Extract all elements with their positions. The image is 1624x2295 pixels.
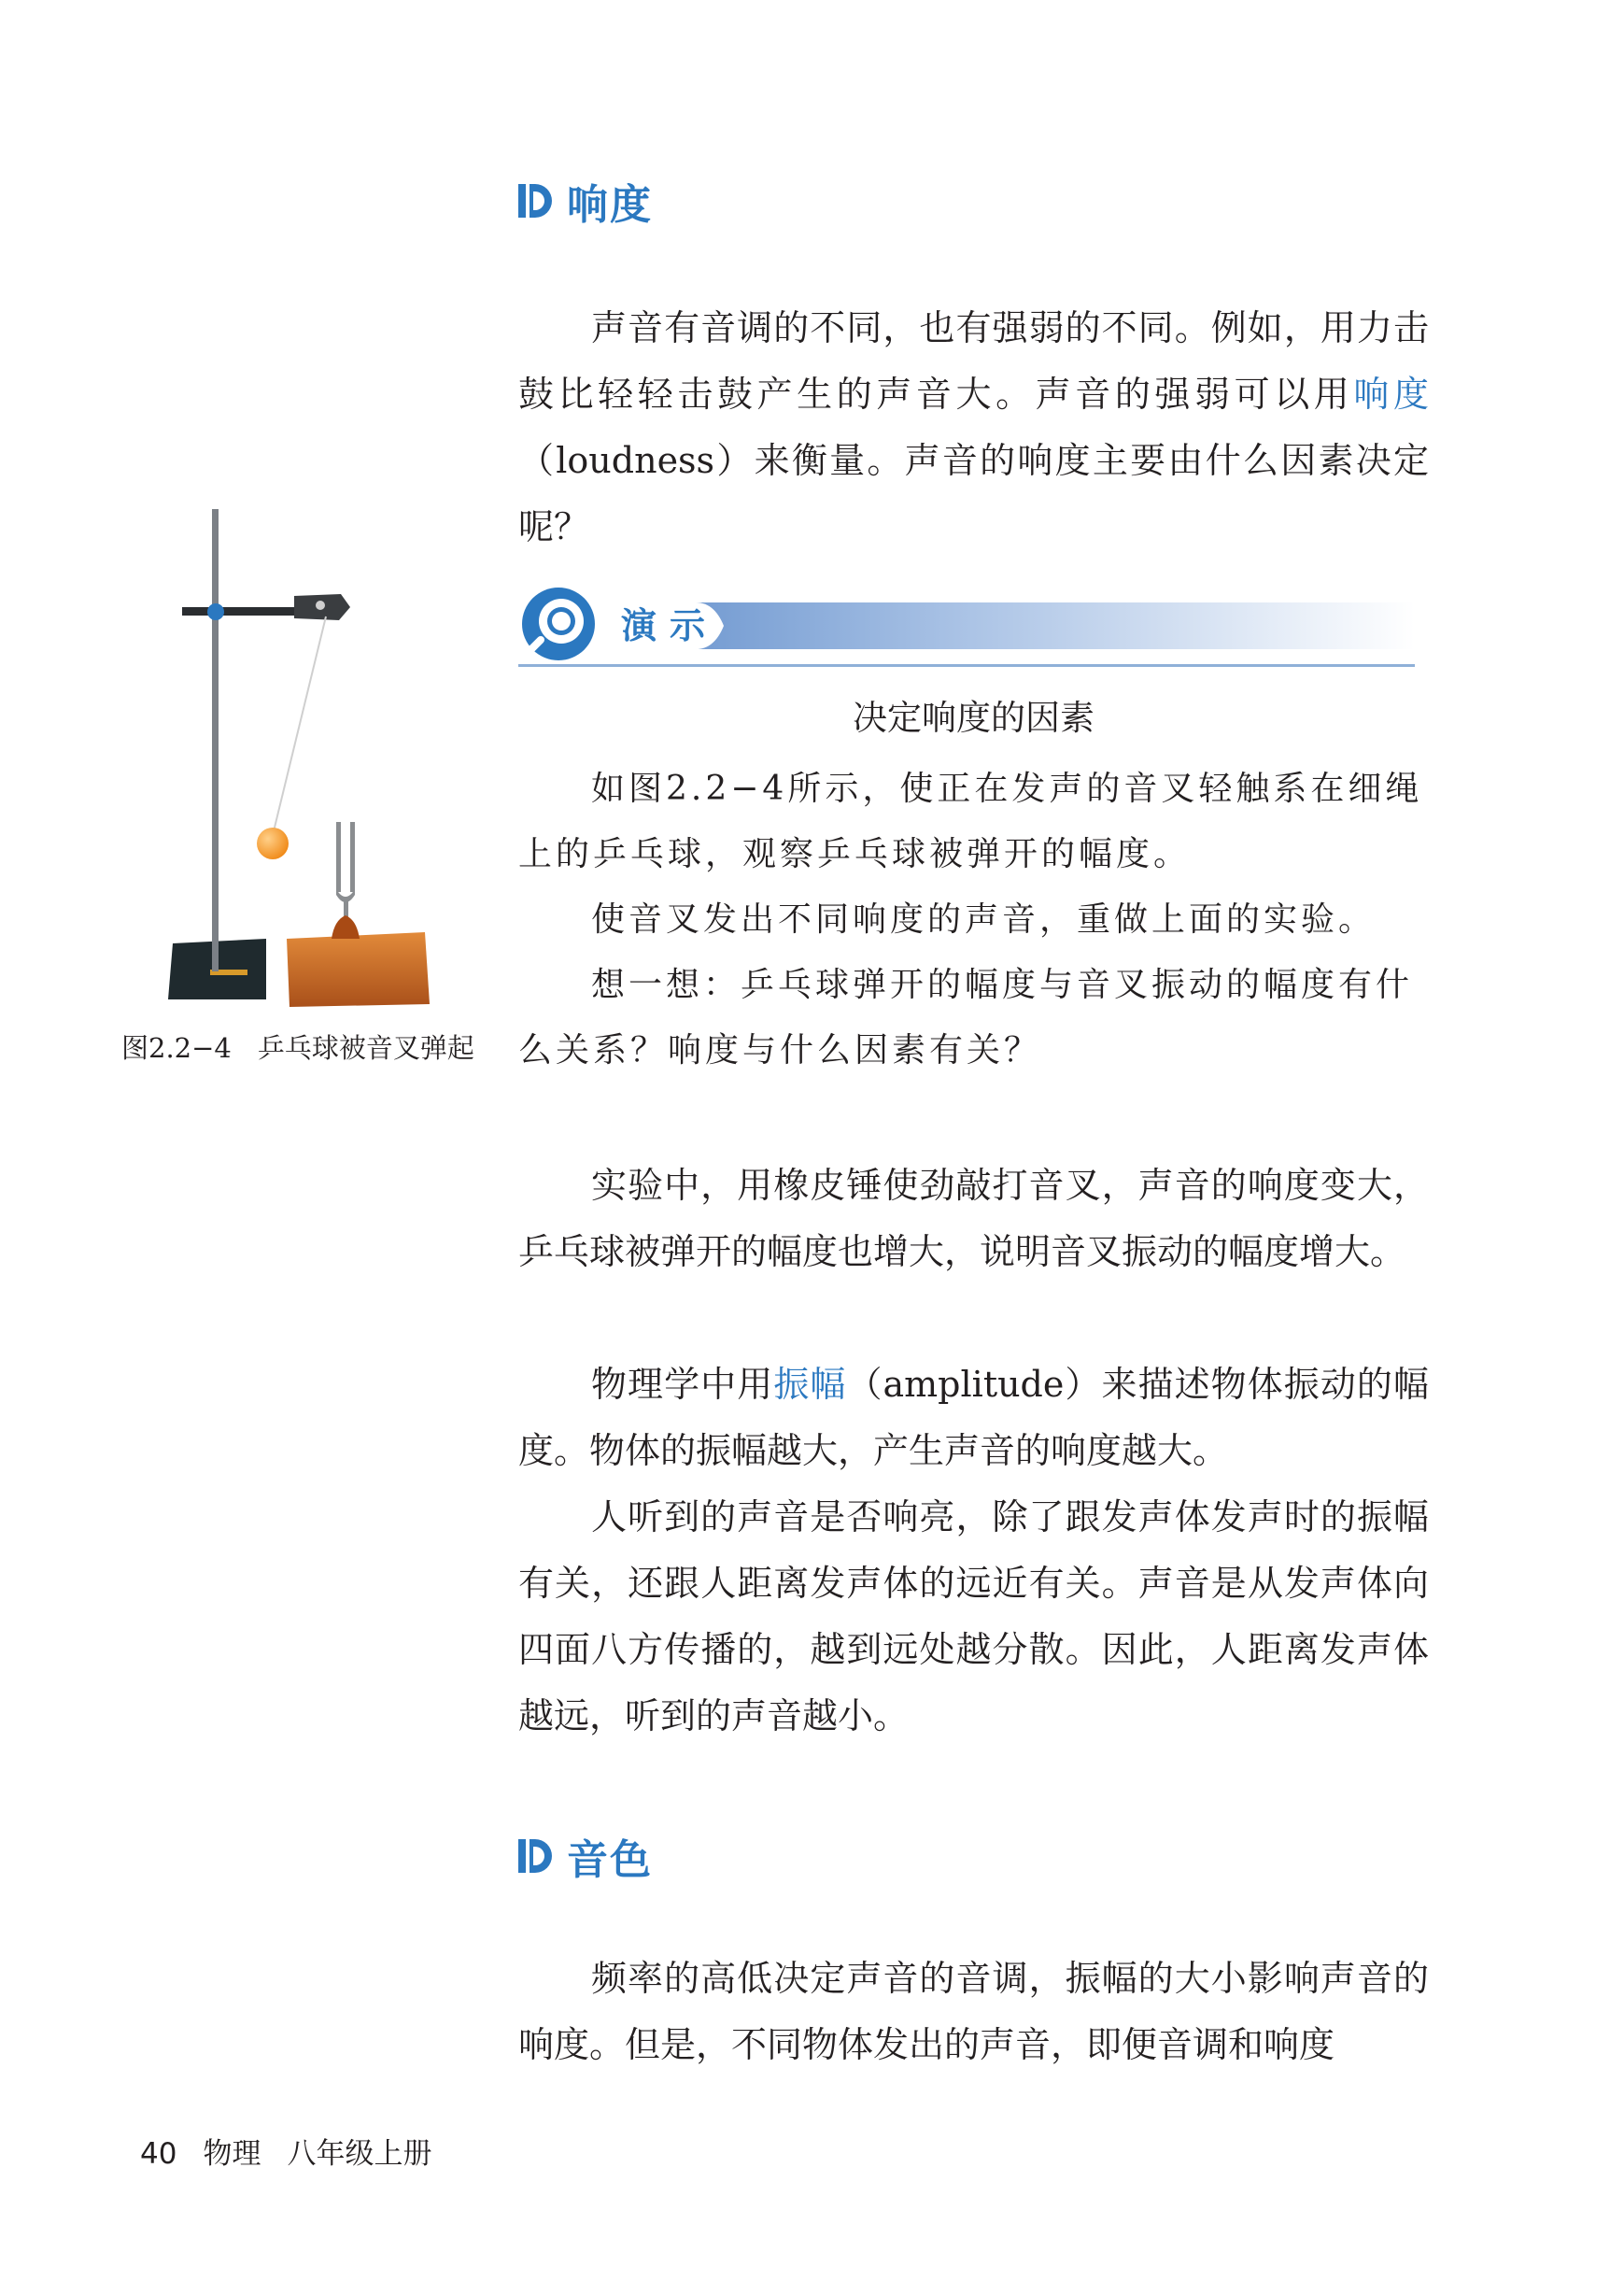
body-paragraph-1: 实验中，用橡皮锤使劲敲打音叉，声音的响度变大，乒乓球被弹开的幅度也增大，说明音叉振动的幅度增大。 — [518, 1165, 1429, 1272]
body-paragraph-2-text-a: 物理学中用 — [591, 1364, 774, 1405]
figure-caption — [121, 1027, 474, 1066]
magnifier-icon — [518, 584, 599, 668]
section-heading-loudness — [518, 173, 653, 229]
timbre-paragraph-1: 频率的高低决定声音的音调，振幅的大小影响声音的响度。但是，不同物体发出的声音，即便音调和响度 — [518, 1958, 1429, 2065]
term-loudness: 响度 — [1353, 374, 1429, 415]
figure-number: 图2.2−4 — [121, 1032, 232, 1064]
demo-paragraph-3: 想一想：乒乓球弹开的幅度与音叉振动的幅度有什么关系？响度与什么因素有关？ — [518, 966, 1414, 1070]
body-paragraph-3: 人听到的声音是否响亮，除了跟发声体发声时的振幅有关，还跟人距离发声体的远近有关。声音是从发声体向四面八方传播的，越到远处越分散。因此，人距离发声体越远，听到的声音越小。 — [518, 1496, 1429, 1736]
section-title-timbre: 音色 — [567, 1836, 653, 1884]
book-grade: 八年级上册 — [287, 2137, 432, 2171]
loudness-intro-paragraph — [518, 295, 1429, 560]
loudness-intro-text-a: 声音有音调的不同，也有强弱的不同。例如，用力击鼓比轻轻击鼓产生的声音大。声音的强弱可以用 — [518, 307, 1429, 415]
loudness-intro-text-b: （loudness）来衡量。声音的响度主要由什么因素决定呢？ — [518, 440, 1429, 547]
demo-banner — [518, 584, 1415, 668]
section-marker-icon — [518, 1837, 552, 1875]
term-amplitude: 振幅 — [773, 1364, 847, 1405]
body-paragraph-2-text-b: （amplitude）来描述物体振动的幅度。物体的振幅越大，产生声音的响度越大。 — [518, 1364, 1429, 1471]
page-number: 40 — [140, 2137, 177, 2171]
section-title-loudness: 响度 — [567, 181, 653, 229]
figure-caption-text: 乒乓球被音叉弹起 — [257, 1032, 474, 1064]
section-heading-timbre — [518, 1828, 653, 1884]
demo-banner-rule — [518, 664, 1415, 667]
section-marker-icon — [518, 182, 552, 220]
book-title: 物理 — [203, 2137, 261, 2171]
demo-paragraph-2: 使音叉发出不同响度的声音，重做上面的实验。 — [591, 900, 1377, 939]
figure-pingpong-tuning-fork — [154, 504, 462, 1009]
demo-title: 决定响度的因素 — [853, 698, 1094, 738]
page-footer — [140, 2130, 431, 2172]
demo-paragraph-1: 如图2.2−4所示，使正在发声的音叉轻触系在细绳上的乒乓球，观察乒乓球被弹开的幅度。 — [518, 770, 1423, 873]
demo-label: 演示 — [621, 605, 719, 646]
body-paragraph-2 — [518, 1352, 1429, 1484]
